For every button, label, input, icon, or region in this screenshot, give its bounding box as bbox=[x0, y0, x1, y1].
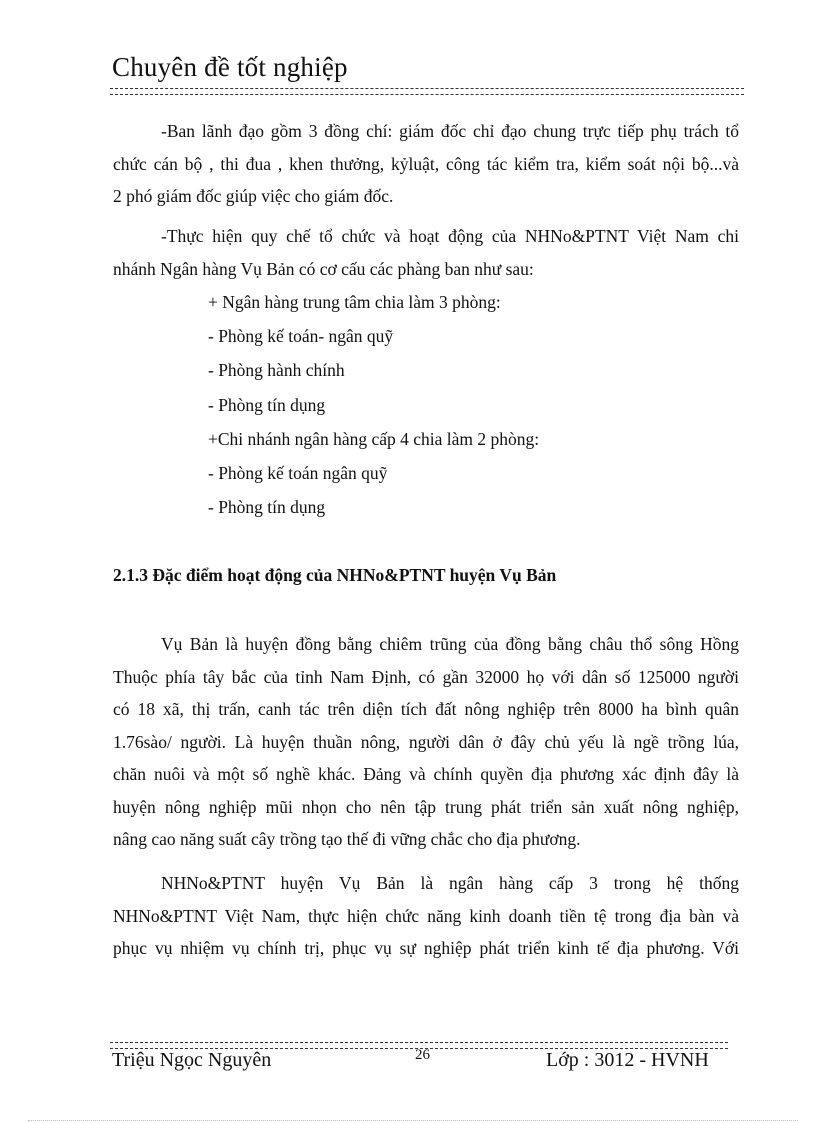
text-line: -Thực hiện quy chế tổ chức và hoạt động của NHNo&PTNT Việt Nam chi bbox=[161, 226, 739, 246]
text-line: chức cán bộ , thi đua , khen thưởng, kỷluật, công tác kiểm tra, kiểm soát nội bộ...và bbox=[113, 153, 739, 174]
paragraph-leadership bbox=[113, 115, 739, 213]
list-item: - Phòng tín dụng bbox=[208, 497, 326, 518]
page-number: 26 bbox=[415, 1047, 430, 1063]
paragraph-bank-role bbox=[113, 867, 739, 965]
text-line: 1.76sào/ người. Là huyện thuần nông, người dân ở đây chủ yếu là ngề trồng lúa, bbox=[113, 731, 739, 752]
text-line: phục vụ nhiệm vụ chính trị, phục vụ sự nghiệp phát triển kinh tế địa phương. Với bbox=[113, 938, 739, 958]
text-line: NHNo&PTNT huyện Vụ Bản là ngân hàng cấp 3 trong hệ thống bbox=[161, 873, 739, 893]
text-line: huyện nông nghiệp mũi nhọn cho nên tập trung phát triển sản xuất nông nghiệp, bbox=[113, 796, 739, 817]
list-item: - Phòng kế toán ngân quỹ bbox=[208, 463, 388, 484]
text-line: chăn nuôi và một số nghề khác. Đảng và chính quyền địa phương xác định đây là bbox=[113, 764, 739, 784]
paragraph-district bbox=[113, 628, 739, 856]
text-line: Thuộc phía tây bắc của tỉnh Nam Định, có gần 32000 họ với dân số 125000 người bbox=[113, 666, 739, 687]
paragraph-structure bbox=[113, 220, 739, 285]
list-item: - Phòng hành chính bbox=[208, 360, 345, 381]
footer-class-label: Lớp : 3012 - HVNH bbox=[546, 1049, 709, 1071]
section-heading: 2.1.3 Đặc điểm hoạt động của NHNo&PTNT huyện Vụ Bản bbox=[113, 565, 557, 585]
document-header-title: Chuyên đề tốt nghiệp bbox=[112, 52, 348, 82]
footer-divider bbox=[110, 1042, 728, 1043]
text-line: NHNo&PTNT Việt Nam, thực hiện chức năng kinh doanh tiền tệ trong địa bàn và bbox=[113, 905, 739, 926]
list-item: +Chi nhánh ngân hàng cấp 4 chia làm 2 phòng: bbox=[208, 428, 540, 449]
header-divider bbox=[110, 88, 744, 89]
text-line: 2 phó giám đốc giúp việc cho giám đốc. bbox=[113, 186, 394, 206]
text-line: nhánh Ngân hàng Vụ Bản có cơ cấu các phàng ban như sau: bbox=[113, 258, 534, 279]
footer-author: Triệu Ngọc Nguyên bbox=[112, 1049, 272, 1071]
text-line: có 18 xã, thị trấn, canh tác trên diện tích đất nông nghiệp trên 8000 ha bình quân bbox=[113, 699, 739, 719]
header-divider-secondary bbox=[110, 94, 744, 95]
page-bottom-edge bbox=[28, 1120, 798, 1121]
text-line: Vụ Bản là huyện đồng bằng chiêm trũng của đồng bằng châu thổ sông Hồng bbox=[161, 634, 739, 654]
list-item: - Phòng kế toán- ngân quỹ bbox=[208, 326, 394, 347]
department-list bbox=[208, 285, 539, 524]
text-line: -Ban lãnh đạo gồm 3 đồng chí: giám đốc chỉ đạo chung trực tiếp phụ trách tổ bbox=[161, 121, 739, 141]
list-item: + Ngân hàng trung tâm chia làm 3 phòng: bbox=[208, 292, 501, 312]
list-item: - Phòng tín dụng bbox=[208, 394, 326, 415]
text-line: nâng cao năng suất cây trồng tạo thế đi vững chắc cho địa phương. bbox=[113, 829, 581, 849]
